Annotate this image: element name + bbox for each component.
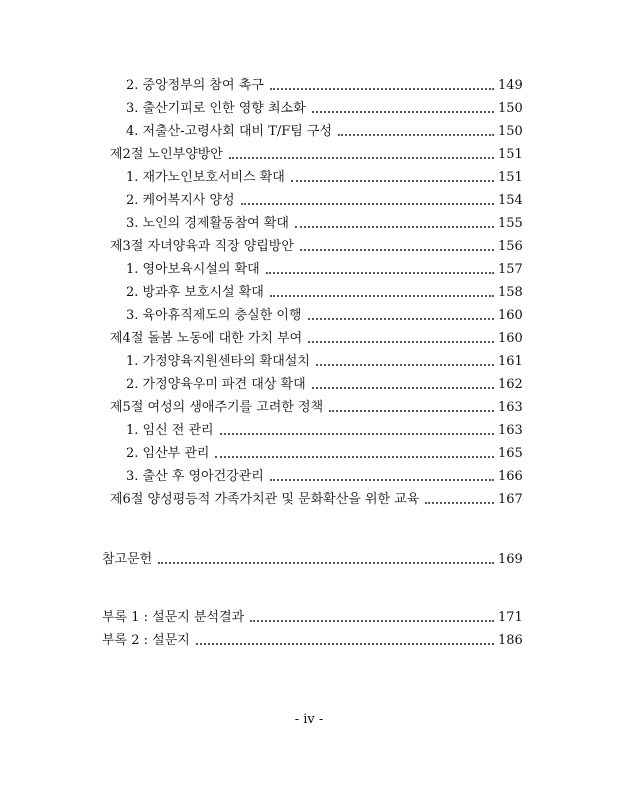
toc-section-label: 제3절 자녀양육과 직장 양립방안 xyxy=(110,239,294,254)
dot-leader xyxy=(158,562,494,564)
toc-entry-page: 155 xyxy=(498,216,523,231)
toc-entry[interactable] xyxy=(126,189,523,209)
toc-section-label: 제4절 돌봄 노동에 대한 가치 부여 xyxy=(110,331,303,346)
toc-entry[interactable] xyxy=(126,166,523,186)
dot-leader xyxy=(241,203,494,205)
toc-entry-label: 1. 가정양육지원센타의 확대설치 xyxy=(126,354,310,369)
toc-entry[interactable] xyxy=(126,120,523,140)
toc-appendix-page: 171 xyxy=(498,610,523,625)
toc-entry-label: 1. 임신 전 관리 xyxy=(126,423,214,438)
toc-entry-label: 2. 케어복지사 양성 xyxy=(126,193,235,208)
toc-appendix-label: 부록 1 : 설문지 분석결과 xyxy=(102,610,245,625)
toc-entry-page: 150 xyxy=(498,101,523,116)
toc-entry[interactable] xyxy=(126,304,523,324)
toc-entry-label: 1. 재가노인보호서비스 확대 xyxy=(126,170,285,185)
dot-leader xyxy=(270,295,494,297)
toc-references-label: 참고문헌 xyxy=(102,552,153,567)
dot-leader xyxy=(300,249,494,251)
toc-entry-label: 2. 임산부 관리 xyxy=(126,446,210,461)
toc-section-label: 제2절 노인부양방안 xyxy=(110,147,223,162)
dot-leader xyxy=(270,88,494,90)
dot-leader xyxy=(266,272,494,274)
toc-entry-page: 161 xyxy=(498,354,523,369)
toc-entry[interactable] xyxy=(126,258,523,278)
toc-appendix[interactable] xyxy=(102,606,523,626)
toc-entry-label: 2. 방과후 보호시설 확대 xyxy=(126,285,264,300)
toc-entry-page: 151 xyxy=(498,170,523,185)
toc-entry-page: 154 xyxy=(498,193,523,208)
dot-leader xyxy=(250,620,494,622)
toc-section[interactable] xyxy=(110,488,523,508)
toc-section[interactable] xyxy=(110,327,523,347)
toc-entry[interactable] xyxy=(126,373,523,393)
dot-leader xyxy=(425,502,494,504)
dot-leader xyxy=(329,410,494,412)
toc-section-page: 167 xyxy=(498,492,523,507)
dot-leader xyxy=(312,111,494,113)
dot-leader xyxy=(316,364,494,366)
toc-entry-label: 4. 저출산-고령사회 대비 T/F팀 구성 xyxy=(126,124,333,139)
toc-section-label: 제5절 여성의 생애주기를 고려한 정책 xyxy=(110,400,324,415)
toc-section-page: 156 xyxy=(498,239,523,254)
toc-entry-label: 3. 출산기피로 인한 영향 최소화 xyxy=(126,101,306,116)
toc-entry[interactable] xyxy=(126,212,523,232)
dot-leader xyxy=(308,341,494,343)
toc-references-page: 169 xyxy=(498,552,523,567)
toc-entry[interactable] xyxy=(126,74,523,94)
toc-entry-label: 3. 노인의 경제활동참여 확대 xyxy=(126,216,289,231)
toc-entry[interactable] xyxy=(126,97,523,117)
toc-entry[interactable] xyxy=(126,350,523,370)
toc-entry-page: 166 xyxy=(498,469,523,484)
dot-leader xyxy=(308,318,495,320)
dot-leader xyxy=(291,180,494,182)
toc-entry-page: 150 xyxy=(498,124,523,139)
dot-leader xyxy=(338,134,494,136)
page-number: - iv - xyxy=(294,712,324,727)
dot-leader xyxy=(215,456,494,458)
dot-leader xyxy=(295,226,494,228)
toc-section[interactable] xyxy=(110,396,523,416)
dot-leader xyxy=(270,479,494,481)
toc-entry[interactable] xyxy=(126,465,523,485)
toc-appendix[interactable] xyxy=(102,629,523,649)
toc-section-label: 제6절 양성평등적 가족가치관 및 문화확산을 위한 교육 xyxy=(110,492,420,507)
toc-entry-label: 3. 육아휴직제도의 충실한 이행 xyxy=(126,308,302,323)
toc-entry-label: 2. 가정양육우미 파견 대상 확대 xyxy=(126,377,306,392)
toc-section[interactable] xyxy=(110,235,523,255)
toc-appendix-label: 부록 2 : 설문지 xyxy=(102,633,190,648)
dot-leader xyxy=(196,643,494,645)
toc-section-page: 163 xyxy=(498,400,523,415)
toc-entry-label: 1. 영아보육시설의 확대 xyxy=(126,262,260,277)
toc-entry[interactable] xyxy=(126,281,523,301)
toc-entry-page: 157 xyxy=(498,262,523,277)
toc-section[interactable] xyxy=(110,143,523,163)
dot-leader xyxy=(312,387,494,389)
toc-entry-page: 165 xyxy=(498,446,523,461)
toc-entry-page: 162 xyxy=(498,377,523,392)
toc-section-page: 151 xyxy=(498,147,523,162)
toc-entry-label: 3. 출산 후 영아건강관리 xyxy=(126,469,264,484)
toc-entry[interactable] xyxy=(126,419,523,439)
toc-entry-page: 160 xyxy=(498,308,523,323)
toc-references[interactable] xyxy=(102,548,523,568)
toc-appendix-page: 186 xyxy=(498,633,523,648)
toc-entry-page: 158 xyxy=(498,285,523,300)
toc-section-page: 160 xyxy=(498,331,523,346)
toc-entry[interactable] xyxy=(126,442,523,462)
toc-entry-page: 163 xyxy=(498,423,523,438)
toc-entry-page: 149 xyxy=(498,78,523,93)
dot-leader xyxy=(229,157,494,159)
dot-leader xyxy=(220,433,494,435)
toc-entry-label: 2. 중앙정부의 참여 촉구 xyxy=(126,78,264,93)
